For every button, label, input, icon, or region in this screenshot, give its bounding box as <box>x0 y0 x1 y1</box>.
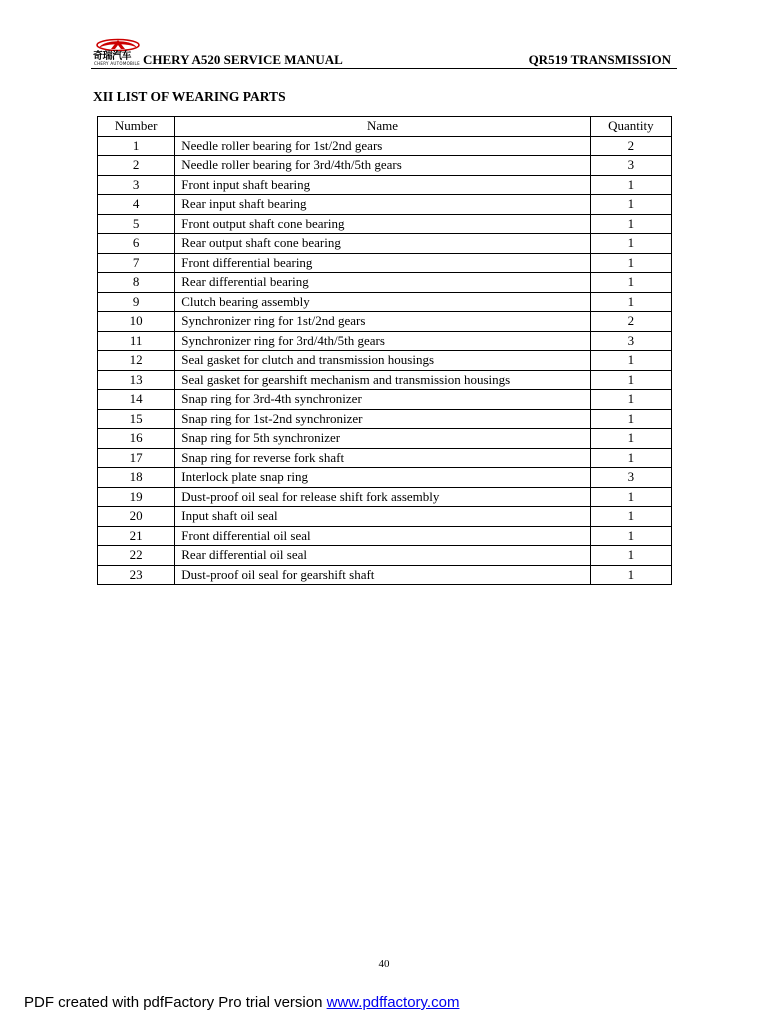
cell-number: 8 <box>98 273 175 293</box>
cell-quantity: 1 <box>590 234 671 254</box>
cell-name: Seal gasket for clutch and transmission housings <box>175 351 591 371</box>
cell-name: Synchronizer ring for 3rd/4th/5th gears <box>175 331 591 351</box>
footer-text: PDF created with pdfFactory Pro trial version <box>24 994 327 1011</box>
cell-number: 17 <box>98 448 175 468</box>
cell-number: 21 <box>98 526 175 546</box>
table-row <box>98 136 672 156</box>
cell-quantity: 1 <box>590 409 671 429</box>
header-number: Number <box>98 117 175 137</box>
logo-chinese-text: 奇瑞汽车 <box>93 51 131 62</box>
cell-name: Needle roller bearing for 1st/2nd gears <box>175 136 591 156</box>
cell-number: 11 <box>98 331 175 351</box>
cell-number: 2 <box>98 156 175 176</box>
table-row <box>98 156 672 176</box>
cell-name: Front output shaft cone bearing <box>175 214 591 234</box>
cell-number: 3 <box>98 175 175 195</box>
table-header-row <box>98 117 672 137</box>
cell-number: 5 <box>98 214 175 234</box>
cell-quantity: 1 <box>590 195 671 215</box>
cell-quantity: 1 <box>590 351 671 371</box>
table-row <box>98 234 672 254</box>
cell-quantity: 1 <box>590 487 671 507</box>
chapter-title: QR519 TRANSMISSION <box>528 52 671 67</box>
cell-name: Front differential oil seal <box>175 526 591 546</box>
cell-quantity: 1 <box>590 175 671 195</box>
cell-name: Snap ring for 5th synchronizer <box>175 429 591 449</box>
table-row <box>98 409 672 429</box>
cell-name: Synchronizer ring for 1st/2nd gears <box>175 312 591 332</box>
table-row <box>98 253 672 273</box>
cell-name: Rear input shaft bearing <box>175 195 591 215</box>
cell-number: 4 <box>98 195 175 215</box>
cell-quantity: 2 <box>590 136 671 156</box>
table-body <box>98 136 672 585</box>
cell-number: 16 <box>98 429 175 449</box>
cell-quantity: 1 <box>590 390 671 410</box>
table-row <box>98 448 672 468</box>
cell-quantity: 3 <box>590 156 671 176</box>
cell-quantity: 1 <box>590 448 671 468</box>
cell-name: Input shaft oil seal <box>175 507 591 527</box>
cell-name: Rear output shaft cone bearing <box>175 234 591 254</box>
cell-quantity: 1 <box>590 273 671 293</box>
cell-number: 12 <box>98 351 175 371</box>
table-row <box>98 331 672 351</box>
cell-quantity: 1 <box>590 429 671 449</box>
cell-quantity: 1 <box>590 565 671 585</box>
cell-quantity: 1 <box>590 214 671 234</box>
table-row <box>98 292 672 312</box>
table-row <box>98 312 672 332</box>
logo-english-text: CHERY AUTOMOBILE <box>94 61 140 66</box>
cell-number: 6 <box>98 234 175 254</box>
cell-quantity: 1 <box>590 526 671 546</box>
chery-logo-icon <box>93 37 143 51</box>
table-row <box>98 526 672 546</box>
cell-number: 22 <box>98 546 175 566</box>
cell-number: 18 <box>98 468 175 488</box>
cell-number: 1 <box>98 136 175 156</box>
section-title: XII LIST OF WEARING PARTS <box>93 89 286 104</box>
page-number: 40 <box>378 958 390 970</box>
header-name: Name <box>175 117 591 137</box>
table-row <box>98 487 672 507</box>
cell-number: 14 <box>98 390 175 410</box>
cell-name: Front input shaft bearing <box>175 175 591 195</box>
cell-number: 23 <box>98 565 175 585</box>
table-row <box>98 565 672 585</box>
cell-quantity: 1 <box>590 370 671 390</box>
cell-name: Needle roller bearing for 3rd/4th/5th gears <box>175 156 591 176</box>
cell-number: 15 <box>98 409 175 429</box>
cell-name: Seal gasket for gearshift mechanism and transmission housings <box>175 370 591 390</box>
table-row <box>98 546 672 566</box>
cell-name: Rear differential oil seal <box>175 546 591 566</box>
cell-name: Rear differential bearing <box>175 273 591 293</box>
cell-name: Interlock plate snap ring <box>175 468 591 488</box>
cell-quantity: 1 <box>590 507 671 527</box>
table-row <box>98 429 672 449</box>
cell-quantity: 3 <box>590 331 671 351</box>
table-row <box>98 507 672 527</box>
table-row <box>98 370 672 390</box>
table-row <box>98 273 672 293</box>
cell-name: Clutch bearing assembly <box>175 292 591 312</box>
pdf-footer <box>24 994 459 1011</box>
table-row <box>98 351 672 371</box>
cell-name: Dust-proof oil seal for release shift fork assembly <box>175 487 591 507</box>
cell-name: Snap ring for reverse fork shaft <box>175 448 591 468</box>
cell-quantity: 1 <box>590 292 671 312</box>
cell-number: 13 <box>98 370 175 390</box>
cell-name: Dust-proof oil seal for gearshift shaft <box>175 565 591 585</box>
cell-quantity: 1 <box>590 253 671 273</box>
cell-number: 9 <box>98 292 175 312</box>
table-row <box>98 390 672 410</box>
table-row <box>98 214 672 234</box>
table-row <box>98 175 672 195</box>
manual-title: CHERY A520 SERVICE MANUAL <box>143 52 343 67</box>
wearing-parts-table <box>97 116 672 585</box>
cell-number: 20 <box>98 507 175 527</box>
header-quantity: Quantity <box>590 117 671 137</box>
cell-name: Front differential bearing <box>175 253 591 273</box>
cell-quantity: 1 <box>590 546 671 566</box>
table-row <box>98 195 672 215</box>
cell-quantity: 2 <box>590 312 671 332</box>
cell-number: 10 <box>98 312 175 332</box>
pdffactory-link[interactable]: www.pdffactory.com <box>326 994 460 1011</box>
cell-name: Snap ring for 3rd-4th synchronizer <box>175 390 591 410</box>
cell-number: 19 <box>98 487 175 507</box>
table-row <box>98 468 672 488</box>
cell-quantity: 3 <box>590 468 671 488</box>
page-header <box>91 36 677 69</box>
chery-logo <box>93 37 143 67</box>
cell-number: 7 <box>98 253 175 273</box>
cell-name: Snap ring for 1st-2nd synchronizer <box>175 409 591 429</box>
